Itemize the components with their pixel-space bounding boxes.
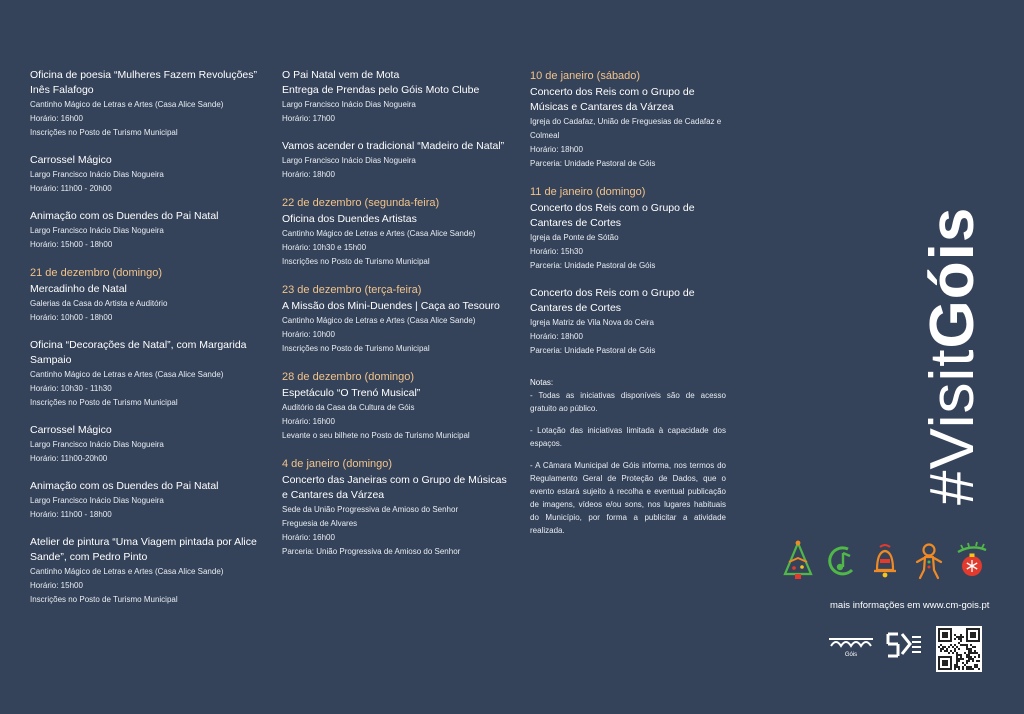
event-detail: Horário: 18h00 xyxy=(530,145,583,154)
event-detail: Horário: 15h00 - 18h00 xyxy=(30,240,113,249)
visit-gois-brand xyxy=(918,65,988,505)
event-item xyxy=(282,212,507,269)
event-detail: Largo Francisco Inácio Dias Nogueira xyxy=(282,156,416,165)
note-item: - Todas as iniciativas disponíveis são de acesso gratuito ao público. xyxy=(530,391,726,413)
event-date: 23 de dezembro (terça-feira) xyxy=(282,284,422,296)
event-detail: Inscrições no Posto de Turismo Municipal xyxy=(30,595,178,604)
event-date: 11 de janeiro (domingo) xyxy=(530,186,646,198)
event-title: Animação com os Duendes do Pai Natal xyxy=(30,210,219,222)
event-item xyxy=(30,153,260,196)
brand-name: Góis xyxy=(918,206,987,349)
event-title: Concerto dos Reis com o Grupo de Cantares de Cortes xyxy=(530,287,695,314)
event-detail: Parceria: Unidade Pastoral de Góis xyxy=(530,346,656,355)
logos-row xyxy=(828,626,988,672)
event-title: Mercadinho de Natal xyxy=(30,283,127,295)
visit-gois-logo xyxy=(884,630,924,666)
event-detail: Levante o seu bilhete no Posto de Turismo Municipal xyxy=(282,431,470,440)
event-title: Oficina “Decorações de Natal”, com Margarida Sampaio xyxy=(30,339,247,366)
event-date: 22 de dezembro (segunda-feira) xyxy=(282,197,440,209)
event-item xyxy=(282,386,507,443)
event-item xyxy=(282,299,507,356)
event-item xyxy=(282,473,507,559)
event-detail: Igreja Matriz de Vila Nova do Ceira xyxy=(530,318,654,327)
event-detail: Parceria: União Progressiva de Amioso do Senhor xyxy=(282,547,461,556)
event-detail: Horário: 18h00 xyxy=(530,332,583,341)
event-detail: Largo Francisco Inácio Dias Nogueira xyxy=(30,170,164,179)
event-detail: Horário: 16h00 xyxy=(282,533,335,542)
event-detail: Horário: 11h00-20h00 xyxy=(30,454,108,463)
notes-heading: Notas: xyxy=(530,378,554,387)
event-item xyxy=(30,423,260,466)
event-detail: Parceria: Unidade Pastoral de Góis xyxy=(530,159,656,168)
event-detail: Cantinho Mágico de Letras e Artes (Casa Alice Sande) xyxy=(30,370,224,379)
event-detail: Inscrições no Posto de Turismo Municipal xyxy=(282,344,430,353)
event-detail: Horário: 10h30 e 15h00 xyxy=(282,243,367,252)
event-detail: Igreja do Cadafaz, União de Freguesias de Cadafaz e Colmeal xyxy=(530,117,722,140)
christmas-tree-icon xyxy=(780,540,816,582)
qr-code-graphic xyxy=(936,626,982,672)
event-detail: Auditório da Casa da Cultura de Góis xyxy=(282,403,415,412)
event-title: Espetáculo “O Trenó Musical” xyxy=(282,387,421,399)
event-item xyxy=(530,201,726,273)
event-detail: Freguesia de Alvares xyxy=(282,519,358,528)
note-item: - Lotação das iniciativas limitada à capacidade dos espaços. xyxy=(530,426,726,448)
notes-section xyxy=(530,376,726,537)
event-detail: Horário: 11h00 - 18h00 xyxy=(30,510,112,519)
more-info-link[interactable]: mais informações em www.cm-gois.pt xyxy=(830,600,990,611)
event-item xyxy=(530,286,726,358)
event-title: Carrossel Mágico xyxy=(30,154,112,166)
event-item xyxy=(30,68,260,140)
event-title: Concerto das Janeiras com o Grupo de Músicas e Cantares da Várzea xyxy=(282,474,507,501)
event-detail: Horário: 10h00 - 18h00 xyxy=(30,313,113,322)
event-detail: Cantinho Mágico de Letras e Artes (Casa Alice Sande) xyxy=(282,229,476,238)
event-title: Concerto dos Reis com o Grupo de Cantares de Cortes xyxy=(530,202,695,229)
event-detail: Horário: 17h00 xyxy=(282,114,335,123)
program-column-3-events xyxy=(530,68,726,358)
event-item xyxy=(282,68,507,83)
event-detail: Horário: 15h00 xyxy=(30,581,83,590)
event-detail: Cantinho Mágico de Letras e Artes (Casa Alice Sande) xyxy=(30,567,224,576)
event-item xyxy=(282,83,507,126)
event-title: Atelier de pintura “Uma Viagem pintada por Alice Sande”, com Pedro Pinto xyxy=(30,536,257,563)
event-title: Oficina de poesia “Mulheres Fazem Revoluções” Inês Falafogo xyxy=(30,69,258,96)
event-date: 4 de janeiro (domingo) xyxy=(282,458,393,470)
event-title: A Missão dos Mini-Duendes | Caça ao Tesouro xyxy=(282,300,500,312)
event-title: Vamos acender o tradicional “Madeiro de Natal” xyxy=(282,140,505,152)
ornament-icon xyxy=(954,540,990,582)
qr-code[interactable] xyxy=(936,626,982,672)
event-title: Entrega de Prendas pelo Góis Moto Clube xyxy=(282,84,480,96)
event-detail: Horário: 18h00 xyxy=(282,170,335,179)
event-item xyxy=(30,479,260,522)
note-item: - A Câmara Municipal de Góis informa, nos termos do Regulamento Geral de Proteção de Dados, que o evento estará sujeito à recolha e eventual publicação de imagens, vídeos e/ou sons, nos lugares habituais do Município, por forma a publicitar a atividade realizada. xyxy=(530,461,726,535)
bridge-icon xyxy=(828,630,874,652)
event-detail: Largo Francisco Inácio Dias Nogueira xyxy=(30,226,164,235)
event-detail: Cantinho Mágico de Letras e Artes (Casa Alice Sande) xyxy=(282,316,476,325)
event-title: Oficina dos Duendes Artistas xyxy=(282,213,417,225)
event-date: 28 de dezembro (domingo) xyxy=(282,371,415,383)
event-title: Concerto dos Reis com o Grupo de Músicas e Cantares da Várzea xyxy=(530,86,695,113)
event-detail: Horário: 10h00 xyxy=(282,330,335,339)
event-title: Carrossel Mágico xyxy=(30,424,112,436)
event-item xyxy=(30,338,260,410)
event-detail: Inscrições no Posto de Turismo Municipal xyxy=(282,257,430,266)
event-detail: Cantinho Mágico de Letras e Artes (Casa Alice Sande) xyxy=(30,100,224,109)
event-detail: Inscrições no Posto de Turismo Municipal xyxy=(30,128,178,137)
event-title: Animação com os Duendes do Pai Natal xyxy=(30,480,219,492)
event-detail: Largo Francisco Inácio Dias Nogueira xyxy=(282,100,416,109)
event-detail: Horário: 16h00 xyxy=(30,114,83,123)
music-note-icon xyxy=(824,540,860,582)
event-date: 10 de janeiro (sábado) xyxy=(530,70,641,82)
event-detail: Largo Francisco Inácio Dias Nogueira xyxy=(30,496,164,505)
brand-prefix: #Visit xyxy=(918,348,987,505)
gois-logo-label: Góis xyxy=(844,652,858,658)
event-item xyxy=(282,139,507,182)
event-title: O Pai Natal vem de Mota xyxy=(282,69,400,81)
event-detail: Horário: 11h00 - 20h00 xyxy=(30,184,112,193)
event-item xyxy=(530,85,726,171)
event-detail: Sede da União Progressiva de Amioso do Senhor xyxy=(282,505,459,514)
program-column-2 xyxy=(282,68,507,572)
bell-icon xyxy=(867,540,903,582)
christmas-icons-row xyxy=(780,540,990,584)
event-detail: Horário: 16h00 xyxy=(282,417,335,426)
event-detail: Parceria: Unidade Pastoral de Góis xyxy=(530,261,656,270)
program-column-3 xyxy=(530,68,726,546)
gois-municipality-logo xyxy=(828,630,874,666)
event-date: 21 de dezembro (domingo) xyxy=(30,267,163,279)
event-detail: Inscrições no Posto de Turismo Municipal xyxy=(30,398,178,407)
event-detail: Horário: 10h30 - 11h30 xyxy=(30,384,112,393)
program-column-1 xyxy=(30,68,260,620)
event-item xyxy=(30,282,260,325)
event-detail: Horário: 15h30 xyxy=(530,247,583,256)
event-detail: Galerias da Casa do Artista e Auditório xyxy=(30,299,168,308)
visit-logo-mark xyxy=(884,630,924,664)
event-detail: Largo Francisco Inácio Dias Nogueira xyxy=(30,440,164,449)
event-detail: Igreja da Ponte de Sótão xyxy=(530,233,619,242)
gingerbread-icon xyxy=(911,540,947,582)
event-item xyxy=(30,209,260,252)
event-item xyxy=(30,535,260,607)
